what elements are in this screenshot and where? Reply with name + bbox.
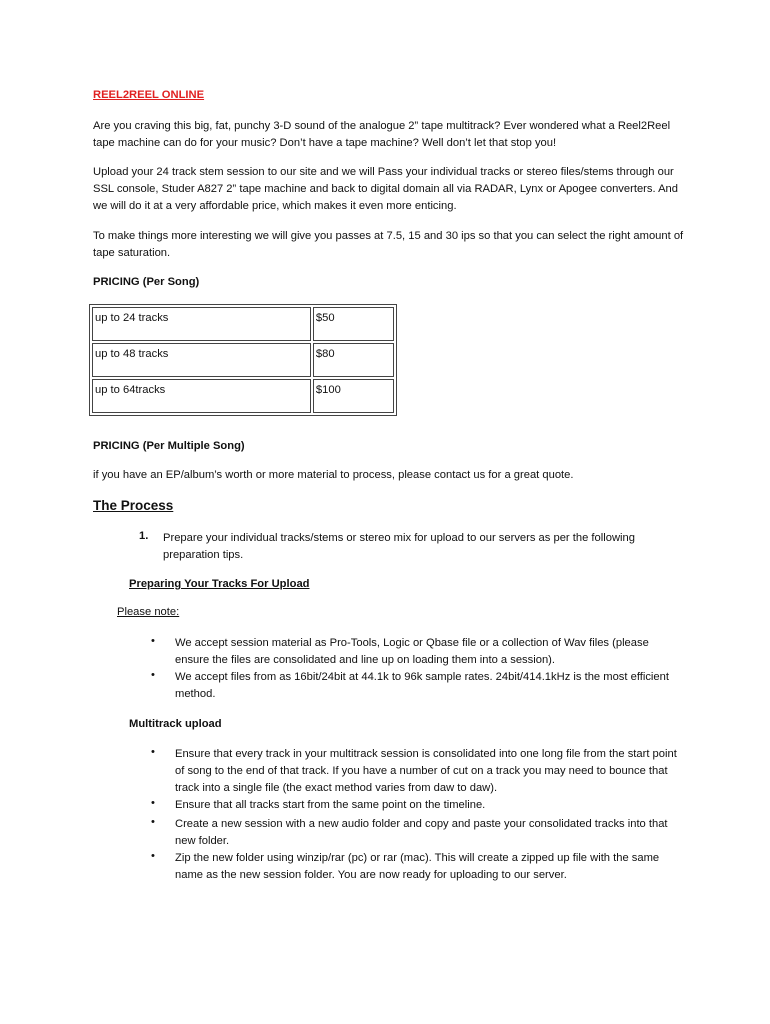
multitrack-bullet-1: Ensure that every track in your multitrack session is consolidated into one long file from the start point of song to the end of that track. If you have a number of cut on a track you may need to bounce that track into a single file (the exact method varies from daw to daw). <box>175 748 677 794</box>
bullet-glyph: • <box>151 669 155 681</box>
note-bullet-1: We accept session material as Pro-Tools, Logic or Qbase file or a collection of Wav files (please ensure the files are consolidated and line up on loading them into a session). <box>175 637 649 666</box>
pricing-heading: PRICING (Per Song) <box>93 276 200 288</box>
pricing-table <box>89 304 397 416</box>
step-number: 1. <box>139 530 149 542</box>
table-row <box>92 307 394 341</box>
multitrack-bullet-4: Zip the new folder using winzip/rar (pc) or rar (mac). This will create a zipped up file with the same name as the new session folder. You are now ready for uploading to our server. <box>175 852 660 881</box>
multitrack-bullet-3: Create a new session with a new audio folder and copy and paste your consolidated tracks into that new folder. <box>175 818 668 847</box>
intro-paragraph-3: To make things more interesting we will give you passes at 7.5, 15 and 30 ips so that you can select the right amount of tape saturation. <box>93 230 684 259</box>
prep-heading: Preparing Your Tracks For Upload <box>129 578 310 590</box>
pricing-label-cell: up to 48 tracks <box>92 343 311 377</box>
intro-paragraph-1: Are you craving this big, fat, punchy 3-D sound of the analogue 2” tape multitrack? Ever wondered what a Reel2Reel tape machine can do for your music? Don’t have a tape machine? Well don’t let that stop you! <box>93 120 671 149</box>
table-row <box>92 379 394 413</box>
pricing-label-cell: up to 64tracks <box>92 379 311 413</box>
bullet-glyph: • <box>151 746 155 758</box>
step-1-text: Prepare your individual tracks/stems or stereo mix for upload to our servers as per the following preparation tips. <box>163 532 635 561</box>
please-note-label: Please note: <box>117 606 180 618</box>
multitrack-bullet-2: Ensure that all tracks start from the same point on the timeline. <box>175 799 486 811</box>
bullet-glyph: • <box>151 797 155 809</box>
pricing-multi-heading: PRICING (Per Multiple Song) <box>93 440 245 452</box>
bullet-glyph: • <box>151 635 155 647</box>
multitrack-heading: Multitrack upload <box>129 718 222 730</box>
bullet-glyph: • <box>151 850 155 862</box>
pricing-multi-text: if you have an EP/album’s worth or more material to process, please contact us for a great quote. <box>93 469 574 481</box>
bullet-glyph: • <box>151 816 155 828</box>
process-heading: The Process <box>93 498 174 513</box>
pricing-price-cell: $50 <box>313 307 394 341</box>
intro-paragraph-2: Upload your 24 track stem session to our site and we will Pass your individual tracks or stereo files/stems through our SSL console, Studer A827 2” tape machine and back to digital domain all via RADAR, Lynx or Apogee converters. And we will do it at a very affordable price, which makes it even more enticing. <box>93 166 678 212</box>
pricing-label-cell: up to 24 tracks <box>92 307 311 341</box>
note-bullet-2: We accept files from as 16bit/24bit at 44.1k to 96k sample rates. 24bit/414.1kHz is the most efficient method. <box>175 671 669 700</box>
table-row <box>92 343 394 377</box>
pricing-price-cell: $100 <box>313 379 394 413</box>
document-title-link[interactable]: REEL2REEL ONLINE <box>93 89 205 101</box>
pricing-price-cell: $80 <box>313 343 394 377</box>
